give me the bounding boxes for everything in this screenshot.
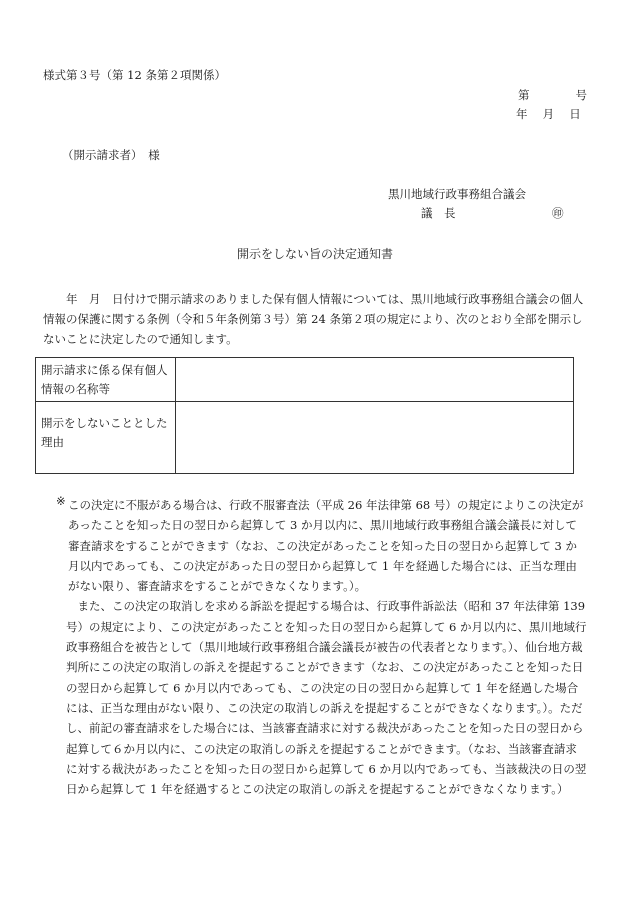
row-label-reason: 開示をしないこととした理由 <box>36 402 176 474</box>
addressee: （開示請求者） 様 <box>62 148 160 162</box>
form-number: 様式第３号（第 12 条第２項関係） <box>43 68 226 82</box>
document-title: 開示をしない旨の決定通知書 <box>236 247 393 261</box>
notice-paragraph-lawsuit: また、この決定の取消しを求める訴訟を提起する場合は、行政事件訴訟法（昭和 37 年法律第 139 号）の規定により、この決定があったことを知った日の翌日から起算して 6 か月以内に、黒川地域行政事務組合を被告として（黒川地域行政事務組合議会議長が被告の代表者となります。）、仙台地方裁判所にこの決定の取消しの訴えを提起することができます（なお、この決定があったことを知った日の翌日から起算して 6 か月以内であっても、この決定の日の翌日から起算して 1 年を経過した場合には、正当な理由がない限り、この決定の取消しの訴えを提起することができなくなります。）。ただし、前記の審査請求をした場合には、当該審査請求に対する裁決があったことを知った日の翌日から起算して６か月以内に、この決定の取消しの訴えを提起することができます。（なお、当該審査請求に対する裁決があったことを知った日の翌日から起算して 6 か月以内であっても、当該裁決の日の翌日から起算して 1 年を経過するとこの決定の取消しの訴えを提起することができなくなります。） <box>66 599 587 797</box>
table-row <box>36 402 574 474</box>
notice-section <box>66 495 588 799</box>
row-value-reason <box>176 402 574 474</box>
table-row <box>36 358 574 402</box>
document-number: 第 号 <box>518 88 587 102</box>
row-value-info-name <box>176 358 574 402</box>
issuer-role: 議 長 <box>421 206 456 220</box>
notice-mark: ※ <box>56 494 66 508</box>
intro-paragraph: 年 月 日付けで開示請求のありました保有個人情報については、黒川地域行政事務組合議会の個人情報の保護に関する条例（令和５年条例第３号）第 24 条第２項の規定により、次のとおり全部を開示しないことに決定したので通知します。 <box>43 292 584 346</box>
row-label-info-name: 開示請求に係る保有個人情報の名称等 <box>36 358 176 402</box>
info-table <box>35 357 574 474</box>
document-date: 年 月 日 <box>516 107 581 121</box>
seal-mark: ㊞ <box>552 206 564 220</box>
issuer-name: 黒川地域行政事務組合議会 <box>388 187 526 201</box>
notice-paragraph-review: この決定に不服がある場合は、行政不服審査法（平成 26 年法律第 68 号）の規定によりこの決定があったことを知った日の翌日から起算して 3 か月以内に、黒川地域行政事務組合議会議長に対して審査請求をすることができます（なお、この決定があったことを知った日の翌日から起算して 3 か月以内であっても、この決定があった日の翌日から起算して 1 年を経過した場合には、正当な理由がない限り、審査請求をすることができなくなります。）。 <box>68 498 584 594</box>
